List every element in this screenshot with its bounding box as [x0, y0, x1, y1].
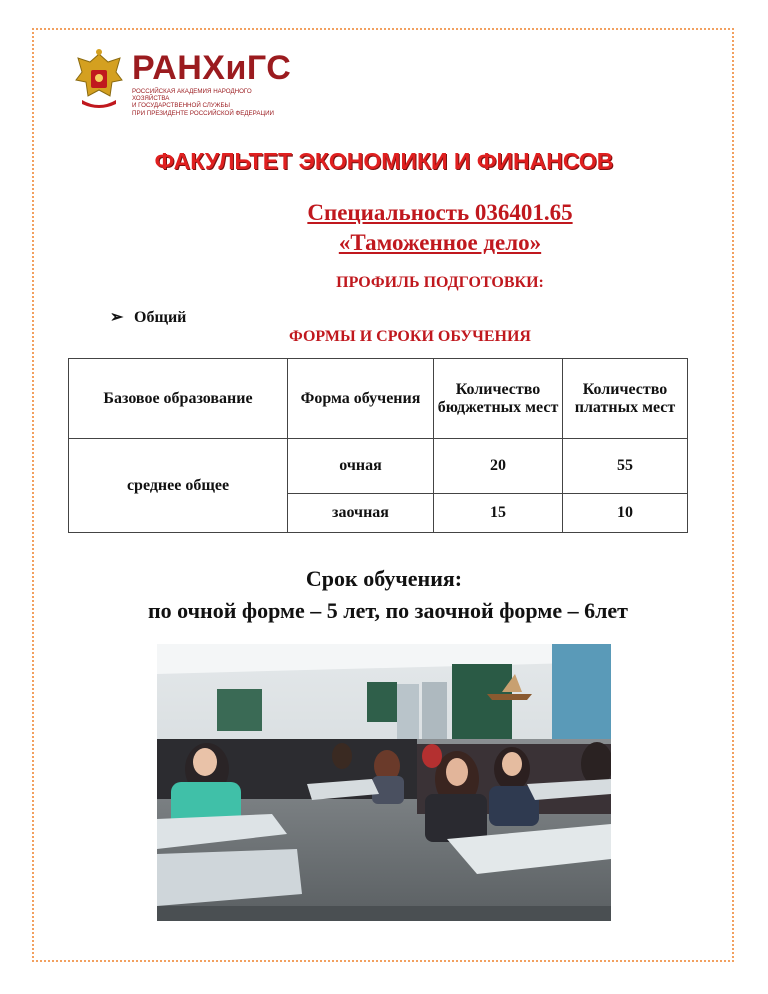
study-term-title: Срок обучения:	[305, 566, 463, 591]
study-term-details: по очной форме – 5 лет, по заочной форме – 6лет	[148, 598, 628, 623]
base-education-cell: среднее общее	[69, 439, 288, 533]
paid-cell: 55	[563, 439, 688, 494]
form-cell: очная	[288, 439, 434, 494]
profile-item-label: Общий	[134, 309, 187, 326]
form-cell: заочная	[288, 494, 434, 533]
header-paid-places: Количество платных мест	[563, 359, 688, 439]
profile-item	[110, 307, 186, 327]
classroom-photo	[157, 644, 611, 921]
profile-heading: ПРОФИЛЬ ПОДГОТОВКИ:	[336, 274, 544, 291]
ranepa-logo	[72, 48, 292, 117]
logo-subtitle: РОССИЙСКАЯ АКАДЕМИЯ НАРОДНОГО ХОЗЯЙСТВА И ГОСУДАРСТВЕННОЙ СЛУЖБЫ ПРИ ПРЕЗИДЕНТЕ РОССИЙСКОЙ ФЕДЕРАЦИИ	[132, 88, 274, 117]
arrow-bullet-icon: ➢	[110, 309, 124, 326]
header-study-form: Форма обучения	[288, 359, 434, 439]
faculty-title: ФАКУЛЬТЕТ ЭКОНОМИКИ И ФИНАНСОВ	[154, 148, 614, 174]
classroom-photo-drawing	[157, 644, 611, 921]
budget-cell: 20	[434, 439, 563, 494]
header-budget-places: Количество бюджетных мест	[434, 359, 563, 439]
eagle-emblem-icon	[72, 48, 126, 112]
budget-cell: 15	[434, 494, 563, 533]
forms-heading: ФОРМЫ И СРОКИ ОБУЧЕНИЯ	[289, 328, 531, 345]
specialty-code: Специальность 036401.65	[307, 200, 573, 225]
specialty-block	[210, 198, 670, 258]
paid-cell: 10	[563, 494, 688, 533]
specialty-name: «Таможенное дело»	[338, 230, 542, 255]
header-base-education: Базовое образование	[69, 359, 288, 439]
table-row	[69, 439, 688, 494]
education-table	[68, 358, 688, 533]
table-header-row	[69, 359, 688, 439]
logo-title: РАНХиГС	[132, 49, 292, 87]
